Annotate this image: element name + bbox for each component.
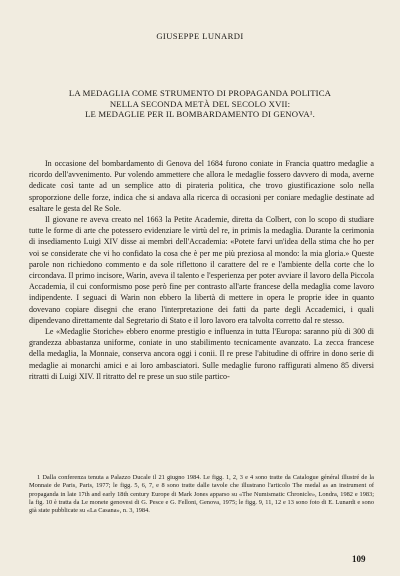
body-paragraph: Le «Medaglie Storiche» ebbero enorme prestigio e influenza in tutta l'Europa: saranno più di 300 di grandezza abbastanza uniforme, coniate in uno stabilimento tecnicamente avanzato. La zecca francese della medaglia, la Monnaie, conserva ancora oggi i conii. Il re prese l'abitudine di offrire in dono serie di medaglie ai monarchi amici e ai loro ambasciatori. Sulle medaglie furono raffigurati almeno 85 diversi ritratti di Luigi XIV. Il ritratto del re prese un suo stile partico- bbox=[29, 327, 374, 381]
article-body bbox=[29, 158, 374, 382]
article-title bbox=[22, 88, 378, 120]
title-line: LE MEDAGLIE PER IL BOMBARDAMENTO DI GENOVA¹. bbox=[85, 109, 315, 119]
running-header: GIUSEPPE LUNARDI bbox=[156, 31, 244, 41]
page-number: 109 bbox=[352, 554, 366, 564]
title-line: LA MEDAGLIA COME STRUMENTO DI PROPAGANDA POLITICA bbox=[68, 88, 332, 98]
title-line: NELLA SECONDA METÀ DEL SECOLO XVII: bbox=[109, 98, 291, 109]
footnote: 1 Dalla conferenza tenuta a Palazzo Ducale il 21 giugno 1984. Le figg. 1, 2, 3 e 4 sono tratte da Catalogue général illustré de la Monnaie de Paris, Paris, 1977; le figg. 5, 6, 7, e 8 sono tratte dalle tavole che illustrano l'articolo The medal as an instrument of propaganda in late 17th and early 18th century Europe di Mark Jones apparso su «The Numismatic Chronicle», Londra, 1982 e 1983; la fig. 10 è tratta da Le monete genovesi di G. Pesce e G. Felloni, Genova, 1975; le figg. 9, 11, 12 e 13 sono foto di E. Lunardi e sono già state pubblicate su «La Casana», n. 3, 1984. bbox=[29, 474, 374, 515]
body-paragraph: Il giovane re aveva creato nel 1663 la Petite Academie, diretta da Colbert, con lo scopo di studiare tutte le forme di arte che potessero evidenziare le virtù del re, in primis la medaglia. Durante la cerimonia di insediamento Luigi XIV disse ai membri dell'Accademia: «Potete farvi un'idea della stima che ho per voi se considerate che vi ho confidato la cosa che è per me più preziosa al mondo: la mia gloria.» Queste parole non richiedono commento e da sole riflettono il carattere del re e l'ambiente della corte che lo circondava. Il primo incisore, Warin, aveva il talento e l'esperienza per poter avviare il lavoro della Piccola Accademia, il cui conformismo pose però fine per contrasto all'arte francese della medaglia come lavoro indipendente. I seguaci di Warin non ebbero la libertà di mettere in opera le proprie idee in quanto dovevano copiare disegni che erano l'interpretazione dei fatti da parte degli Accademici, i quali dipendevano direttamente dal Segretario di Stato e il loro lavoro era talvolta corretto dal re stesso. bbox=[29, 215, 374, 325]
footnotes bbox=[29, 474, 374, 516]
body-paragraph: In occasione del bombardamento di Genova del 1684 furono coniate in Francia quattro medaglie a ricordo dell'avvenimento. Pur volendo ammettere che allora le medaglie fossero davvero di moda, averne dedicate così tante ad un semplice atto di pirateria politica, che trovo giustificazione solo nella sproporzione delle forze, indica che si andava alla ricerca di occasioni per coniare medaglie destinate ad esaltare le gesta del Re Sole. bbox=[29, 159, 374, 213]
